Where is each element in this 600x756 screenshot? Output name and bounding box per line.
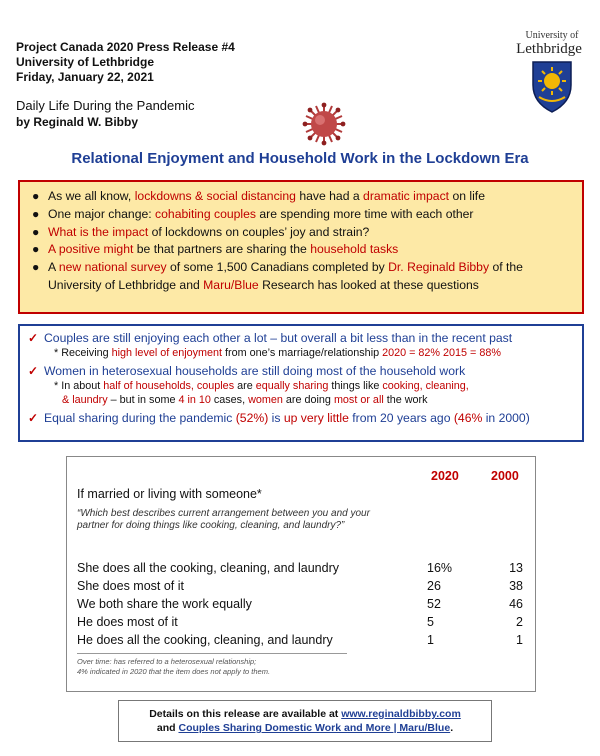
- text-run: Research has looked at these questions: [258, 277, 479, 292]
- highlight-text: women: [248, 394, 283, 406]
- text-run: – but in some: [107, 394, 179, 406]
- text-run: is: [268, 411, 284, 425]
- row-label: She does all the cooking, cleaning, and laundry: [77, 561, 339, 575]
- highlight-text: most or all: [333, 394, 384, 406]
- highlight-text: household tasks: [310, 242, 399, 257]
- text-run: have had a: [295, 189, 364, 203]
- value-2000: 2: [516, 615, 523, 629]
- highlight-text: (52%): [235, 411, 269, 425]
- details-footer: [118, 700, 492, 742]
- checkmark-icon: ✓: [28, 411, 39, 425]
- value-2000: 1: [516, 633, 523, 647]
- text-run: are doing: [282, 394, 334, 406]
- footnote-line: Over time: has referred to a heterosexual relationship;: [77, 657, 257, 666]
- text-run: One major change:: [48, 206, 156, 221]
- highlight-text: Dr. Reginald Bibby: [388, 260, 490, 275]
- table-title: If married or living with someone*: [77, 487, 262, 501]
- value-2000: 38: [509, 579, 523, 593]
- release-institution: University of Lethbridge: [16, 55, 155, 69]
- logo-text-university: University of: [525, 30, 579, 41]
- footer-line-1: [119, 707, 491, 721]
- value-2020: 16%: [427, 561, 453, 575]
- row-label: He does most of it: [77, 615, 178, 629]
- footer-text: .: [450, 722, 454, 734]
- highlight-text: cohabiting couples: [155, 206, 257, 221]
- highlight-text: 4 in 10: [178, 394, 211, 406]
- highlight-text: (46%: [453, 411, 483, 425]
- series-subtitle: [16, 97, 194, 131]
- highlight-text: new national survey: [58, 260, 167, 275]
- finding-heading: [28, 410, 574, 426]
- list-item: [30, 206, 572, 224]
- text-run: in 2000): [482, 411, 530, 425]
- column-header-2000: 2000: [491, 469, 519, 483]
- highlight-text: equally sharing: [255, 380, 329, 392]
- highlight-text: high level of enjoyment: [111, 347, 223, 359]
- footnote-divider: [77, 653, 347, 654]
- highlight-text: & laundry: [62, 394, 108, 406]
- findings-box: [18, 324, 584, 442]
- page-title: Relational Enjoyment and Household Work in the Lockdown Era: [71, 150, 529, 167]
- value-2020: 1: [427, 633, 434, 647]
- text-run: are: [234, 380, 256, 392]
- highlight-text: 2020 = 82% 2015 = 88%: [382, 347, 501, 359]
- text-run: from 20 years ago: [348, 411, 454, 425]
- bullet-icon: ●: [32, 224, 40, 239]
- checkmark-icon: ✓: [28, 364, 39, 378]
- highlight-text: up very little: [283, 411, 349, 425]
- text-run: are spending more time with each other: [256, 206, 474, 221]
- list-item: [30, 188, 572, 206]
- highlight-text: What is the impact: [48, 224, 149, 239]
- text-run: be that partners are sharing the: [133, 242, 311, 257]
- footer-line-2: [119, 721, 491, 735]
- bullet-icon: ●: [32, 260, 40, 275]
- table-row: [77, 633, 527, 649]
- column-header-2020: 2020: [431, 469, 459, 483]
- table-row: [77, 615, 527, 631]
- intro-box: [18, 180, 584, 314]
- highlight-text: half of households, couples: [103, 380, 235, 392]
- bullet-icon: ●: [32, 242, 40, 257]
- value-2020: 26: [427, 579, 441, 593]
- bullet-icon: ●: [32, 189, 40, 203]
- row-label: We both share the work equally: [77, 597, 252, 611]
- highlight-text: dramatic impact: [363, 189, 450, 203]
- finding-text: Couples are still enjoying each other a lot – but overall a bit less than in the recent past: [44, 331, 513, 345]
- row-label: She does most of it: [77, 579, 185, 593]
- footer-text: and: [156, 722, 179, 734]
- highlight-text: Maru/Blue: [203, 277, 259, 292]
- list-item: [30, 259, 572, 295]
- coronavirus-icon: [302, 102, 346, 146]
- list-item: [30, 241, 572, 259]
- text-run: * Receiving: [54, 347, 112, 359]
- highlight-text: cooking, cleaning,: [382, 380, 469, 392]
- logo-text-lethbridge: Lethbridge: [516, 41, 582, 57]
- text-run: of the University of Lethbridge and: [48, 260, 523, 292]
- value-2000: 46: [509, 597, 523, 611]
- text-run: the work: [383, 394, 428, 406]
- text-run: * In about: [54, 380, 104, 392]
- finding-detail: [28, 379, 574, 407]
- release-date: Friday, January 22, 2021: [16, 70, 154, 84]
- author-line: by Reginald W. Bibby: [16, 115, 139, 129]
- bullet-icon: ●: [32, 206, 40, 221]
- finding-heading: [28, 330, 574, 346]
- text-run: As we all know,: [48, 189, 135, 203]
- text-run: from one’s marriage/relationship: [222, 347, 383, 359]
- release-header: [16, 40, 235, 85]
- survey-table: [66, 456, 536, 692]
- table-row: [77, 561, 527, 577]
- finding-text: Equal sharing during the pandemic: [44, 411, 236, 425]
- table-footnote: [77, 657, 270, 677]
- checkmark-icon: ✓: [28, 331, 39, 345]
- footer-text: Details on this release are available at: [149, 708, 342, 720]
- table-row: [77, 579, 527, 595]
- website-link[interactable]: www.reginaldbibby.com: [341, 708, 461, 720]
- footnote-line: 4% indicated in 2020 that the item does not apply to them.: [77, 667, 271, 676]
- list-item: [30, 224, 572, 242]
- text-run: things like: [328, 380, 383, 392]
- text-run: cases,: [210, 394, 249, 406]
- value-2020: 5: [427, 615, 434, 629]
- text-run: A: [48, 260, 59, 275]
- value-2020: 52: [427, 597, 441, 611]
- series-title: Daily Life During the Pandemic: [16, 98, 195, 113]
- text-run: of lockdowns on couples’ joy and strain?: [148, 224, 370, 239]
- highlight-text: A positive might: [48, 242, 134, 257]
- row-label: He does all the cooking, cleaning, and laundry: [77, 633, 333, 647]
- report-link[interactable]: Couples Sharing Domestic Work and More | Maru/Blue: [178, 722, 451, 734]
- text-run: of some 1,500 Canadians completed by: [166, 260, 389, 275]
- release-title: Project Canada 2020 Press Release #4: [16, 40, 235, 54]
- text-run: on life: [449, 189, 485, 203]
- finding-heading: [28, 363, 574, 379]
- crest-icon: [529, 59, 575, 115]
- university-logo: [516, 30, 588, 115]
- finding-detail: [28, 346, 574, 360]
- table-row: [77, 597, 527, 613]
- highlight-text: lockdowns & social distancing: [134, 189, 296, 203]
- value-2000: 13: [509, 561, 523, 575]
- survey-question: “Which best describes current arrangement between you and your partner for doing things like cooking, cleaning, and laundry?”: [77, 508, 370, 531]
- finding-text: Women in heterosexual households are still doing most of the household work: [44, 364, 466, 378]
